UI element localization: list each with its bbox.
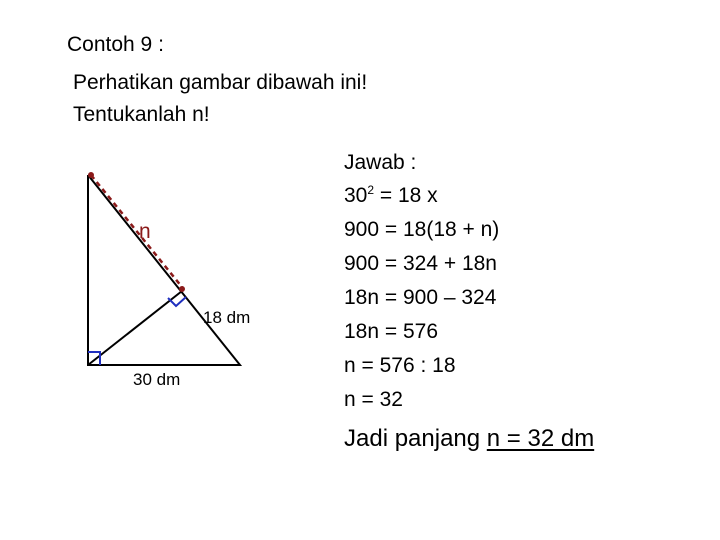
answer-line-5: 18n = 576: [344, 320, 439, 343]
segment-n-start-dot: [88, 172, 94, 178]
answer-line-2: 900 = 18(18 + n): [344, 218, 500, 241]
example-title: Contoh 9 :: [67, 33, 164, 56]
answer-line-7: n = 32: [344, 388, 403, 411]
label-30dm: 30 dm: [133, 370, 181, 389]
right-angle-mark-foot: [168, 297, 186, 306]
answer-heading: Jawab :: [344, 151, 417, 174]
segment-n-dashed: [91, 175, 182, 287]
conclusion-prefix: Jadi panjang: [344, 425, 487, 452]
label-18dm: 18 dm: [203, 308, 251, 327]
answer-line-3: 900 = 324 + 18n: [344, 252, 497, 275]
triangle-outline: [88, 175, 240, 365]
answer-line-4: 18n = 900 – 324: [344, 286, 497, 309]
label-n: n: [139, 220, 151, 243]
altitude-line: [88, 291, 182, 365]
instruction-line-2: Tentukanlah n!: [73, 103, 210, 126]
segment-n-end-dot: [179, 286, 185, 292]
conclusion-result: n = 32 dm: [486, 425, 595, 452]
instruction-line-1: Perhatikan gambar dibawah ini!: [73, 71, 368, 94]
answer-line-6: n = 576 : 18: [344, 354, 456, 377]
conclusion: [344, 427, 594, 451]
answer-line-1: $30^2 = 18$ x: [344, 183, 438, 207]
